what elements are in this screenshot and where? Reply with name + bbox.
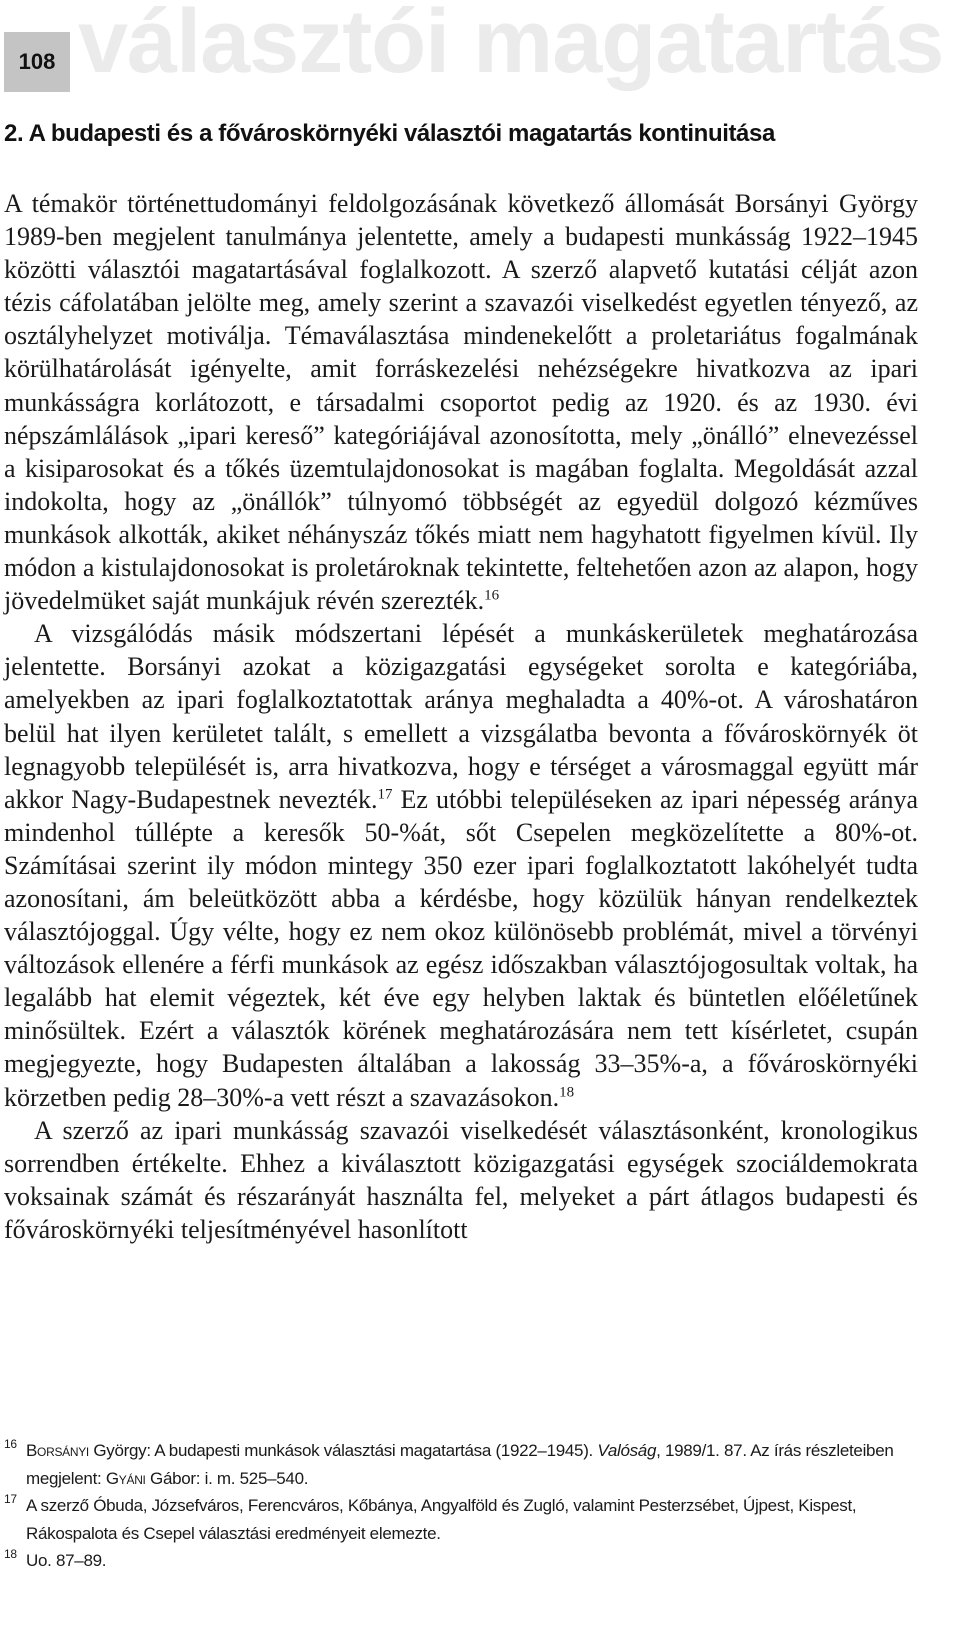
page-header xyxy=(0,0,960,120)
footnote-author: Borsányi xyxy=(26,1441,89,1460)
footnote-number: 18 xyxy=(4,1547,17,1561)
footnote-number: 17 xyxy=(4,1492,17,1506)
footnote-number: 16 xyxy=(4,1437,17,1451)
footnote-text: Uo. 87–89. xyxy=(26,1551,107,1570)
footnote-ref-17[interactable]: 17 xyxy=(377,786,393,803)
page-number: 108 xyxy=(4,32,70,92)
footnote-17 xyxy=(4,1492,918,1547)
footnote-journal: Valóság xyxy=(597,1441,657,1460)
paragraph-2 xyxy=(4,617,918,1113)
footnote-text: A szerző Óbuda, Józsefváros, Ferencváros, Kőbánya, Angyalföld és Zugló, valamint Pesterzsébet, Újpest, Kispest, Rákospalota és Csepel választási eredményeit elemezte. xyxy=(26,1496,857,1543)
footnote-author: Gyáni xyxy=(105,1468,146,1488)
paragraph-2-text-b: Ez utóbbi településeken az ipari népesség aránya mindenhol túllépte a keresők 50-%át, sőt Csepelen megközelítette a 80%-ot. Számításai szerint ily módon mintegy 350 ezer ipari foglalkoztatott lakóhelyét tudta azonosítani, ám beleütközött abba a kérdésbe, hogy közülük hányan rendelkeztek választójoggal. Úgy vélte, hogy ez nem okoz különösebb problémát, mivel a törvényi változások ellenére a férfi munkások az egész időszakban választójogosultak voltak, ha legalább hat elemit végeztek, két éve egy helyben laktak és büntetlen előéletűnek minősültek. Ezért a választók körének meghatározására nem tett kísérletet, csupán megjegyezte, hogy Budapesten általában a lakosság 33–35%-a, a fővároskörnyéki körzetben pedig 28–30%-a vett részt a szavazásokon. xyxy=(4,784,918,1112)
paragraph-1 xyxy=(4,187,918,617)
footnote-ref-16[interactable]: 16 xyxy=(484,587,500,604)
footnote-16 xyxy=(4,1437,918,1492)
footnote-text: , 1989/1. 87. Az írás részleteiben megjelent: xyxy=(26,1441,894,1488)
footnote-ref-18[interactable]: 18 xyxy=(559,1083,575,1100)
footnote-text: György: A budapesti munkások választási magatartása (1922–1945). xyxy=(88,1441,598,1460)
footnotes xyxy=(4,1437,918,1575)
section-heading: 2. A budapesti és a fővároskörnyéki választói magatartás kontinuitása xyxy=(4,120,775,147)
running-title: választói magatartás xyxy=(78,0,944,92)
footnote-text: Gábor: i. m. 525–540. xyxy=(145,1468,309,1488)
footnote-18 xyxy=(4,1547,918,1575)
paragraph-2-text-a: A vizsgálódás másik módszertani lépését a munkáskerületek meghatározása jelentette. Borsányi azokat a közigazgatási egységeket sorolta e kategóriába, amelyekben az ipari foglalkoztatottak aránya meghaladta a 40%-ot. A városhatáron belül hat ilyen kerületet talált, s emellett a vizsgálatba bevonta a fővároskörnyék öt legnagyobb települését is, arra hivatkozva, hogy e térséget a városmaggal együtt már akkor Nagy-Budapestnek nevezték. xyxy=(4,619,918,814)
paragraph-3-text: A szerző az ipari munkásság szavazói viselkedését választásonként, kronologikus sorrendben értékelte. Ehhez a kiválasztott közigazgatási egységek szociáldemokrata voksainak számát és részarányát használta fel, melyeket a párt átlagos budapesti és fővároskörnyéki teljesítményével hasonlított xyxy=(4,1115,918,1244)
paragraph-3 xyxy=(4,1114,918,1246)
paragraph-1-text: A témakör történettudományi feldolgozásának következő állomását Borsányi György 1989-ben megjelent tanulmánya jelentette, amely a budapesti munkásság 1922–1945 közötti választói magatartásával foglalkozott. A szerző alapvető kutatási célját azon tézis cáfolatában jelölte meg, amely szerint a szavazói viselkedést egyetlen tényező, az osztályhelyzet motiválja. Témaválasztása mindenekelőtt a proletariátus fogalmának körülhatárolását igényelte, amit forráskezelési nehézségekre hivatkozva az ipari munkásságra korlátozott, e társadalmi csoportot pedig az 1920. és az 1930. évi népszámlálások „ipari kereső” kategóriájával azonosította, mely „önálló” elnevezéssel a kisiparosokat és a tőkés üzemtulajdonosokat is magában foglalta. Megoldását azzal indokolta, hogy az „önállók” túlnyomó többségét az egyedül dolgozó kézműves munkások alkották, akiket néhányszáz tőkés miatt nem hagyhatott figyelmen kívül. Ily módon a kistulajdonosokat is proletároknak tekintette, feltehetően azon az alapon, hogy jövedelmüket saját munkájuk révén szerezték. xyxy=(4,189,918,616)
body-text xyxy=(4,187,918,1246)
